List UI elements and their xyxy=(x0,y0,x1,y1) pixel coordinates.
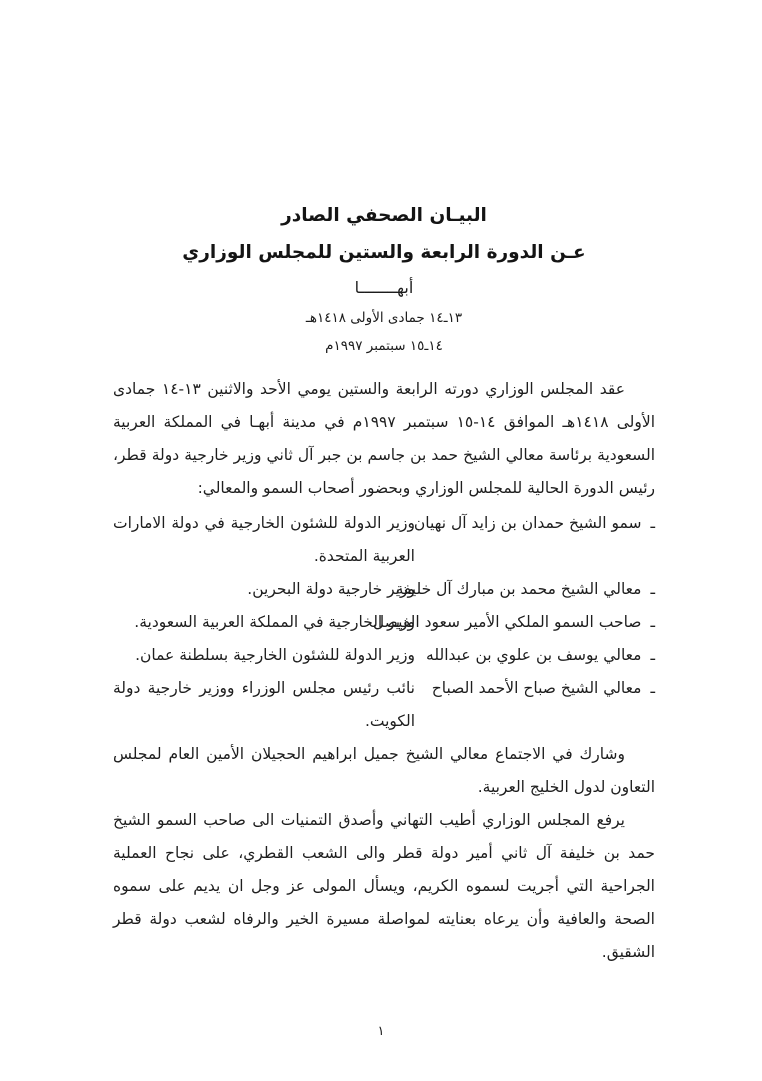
attendee-role: نائب رئيس مجلس الوزراء ووزير خارجية دولة الكويت. xyxy=(113,679,415,730)
attendee-row xyxy=(113,672,655,738)
congratulations-paragraph: يرفع المجلس الوزاري أطيب التهاني وأصدق التمنيات الى صاحب السمو الشيخ حمد بن خليفة آل ثاني أمير دولة قطر والى الشعب القطري، على نجاح العملية الجراحية التي أجريت لسموه الكريم، ويسأل المولى عز وجل ان يديم على سموه الصحة والعافية وأن يرعاه بعنايته لمواصلة مسيرة الخير والرفاه لشعب دولة قطر الشقيق. xyxy=(113,811,655,961)
attendee-name xyxy=(415,639,655,672)
attendee-row xyxy=(113,639,655,672)
dash-marker: ـ xyxy=(650,646,655,664)
attendee-name-text: سمو الشيخ حمدان بن زايد آل نهيان xyxy=(413,514,642,532)
location-line: أبهــــــــا xyxy=(354,278,414,297)
gregorian-date-line: ١٤ـ١٥ سبتمبر ١٩٩٧م xyxy=(325,338,443,354)
document-title-line-2: عـن الدورة الرابعة والستين للمجلس الوزاري xyxy=(182,242,586,263)
attendee-name xyxy=(372,606,655,639)
attendee-name xyxy=(415,507,655,540)
attendee-row xyxy=(113,573,655,606)
attendee-row xyxy=(113,606,655,639)
secretary-general-paragraph: وشارك في الاجتماع معالي الشيخ جميل ابراهيم الحجيلان الأمين العام لمجلس التعاون لدول الخليج العربية. xyxy=(113,745,655,796)
page-number: ١ xyxy=(377,1024,385,1039)
attendees-list xyxy=(113,507,655,738)
attendee-name xyxy=(395,573,655,606)
dash-marker: ـ xyxy=(650,580,655,598)
attendee-name-text: معالي يوسف بن علوي بن عبدالله xyxy=(426,646,642,664)
document-content xyxy=(113,197,655,969)
dash-marker: ـ xyxy=(650,514,655,532)
dash-marker: ـ xyxy=(650,679,655,697)
attendee-role: وزير خارجية دولة البحرين. xyxy=(247,580,415,598)
document-body xyxy=(113,373,655,969)
attendee-name-text: معالي الشيخ محمد بن مبارك آل خليفة xyxy=(395,580,642,598)
opening-paragraph: عقد المجلس الوزاري دورته الرابعة والستين يومي الأحد والاثنين ١٣-١٤ جمادى الأولى ١٤١٨هـ الموافق ١٤-١٥ سبتمبر ١٩٩٧م في مدينة أبهـا في المملكة العربية السعودية برئاسة معالي الشيخ حمد بن جاسم بن جبر آل ثاني وزير خارجية دولة قطر، رئيس الدورة الحالية للمجلس الوزاري وبحضور أصحاب السمو والمعالي: xyxy=(113,380,655,497)
hijri-date-line: ١٣ـ١٤ جمادى الأولى ١٤١٨هـ xyxy=(305,310,463,326)
document-title-line-1: البيـان الصحفي الصادر xyxy=(281,205,487,226)
attendee-role: وزير الخارجية في المملكة العربية السعودية. xyxy=(134,613,415,631)
attendee-name-text: صاحب السمو الملكي الأمير سعود الفيصل xyxy=(372,613,642,631)
attendee-row xyxy=(113,507,655,573)
attendee-role: وزير الدولة للشئون الخارجية بسلطنة عمان. xyxy=(135,646,415,664)
attendee-role: وزير الدولة للشئون الخارجية في دولة الامارات العربية المتحدة. xyxy=(113,514,415,565)
attendee-name-text: معالي الشيخ صباح الأحمد الصباح xyxy=(431,679,642,697)
dash-marker: ـ xyxy=(650,613,655,631)
attendee-name xyxy=(415,672,655,705)
